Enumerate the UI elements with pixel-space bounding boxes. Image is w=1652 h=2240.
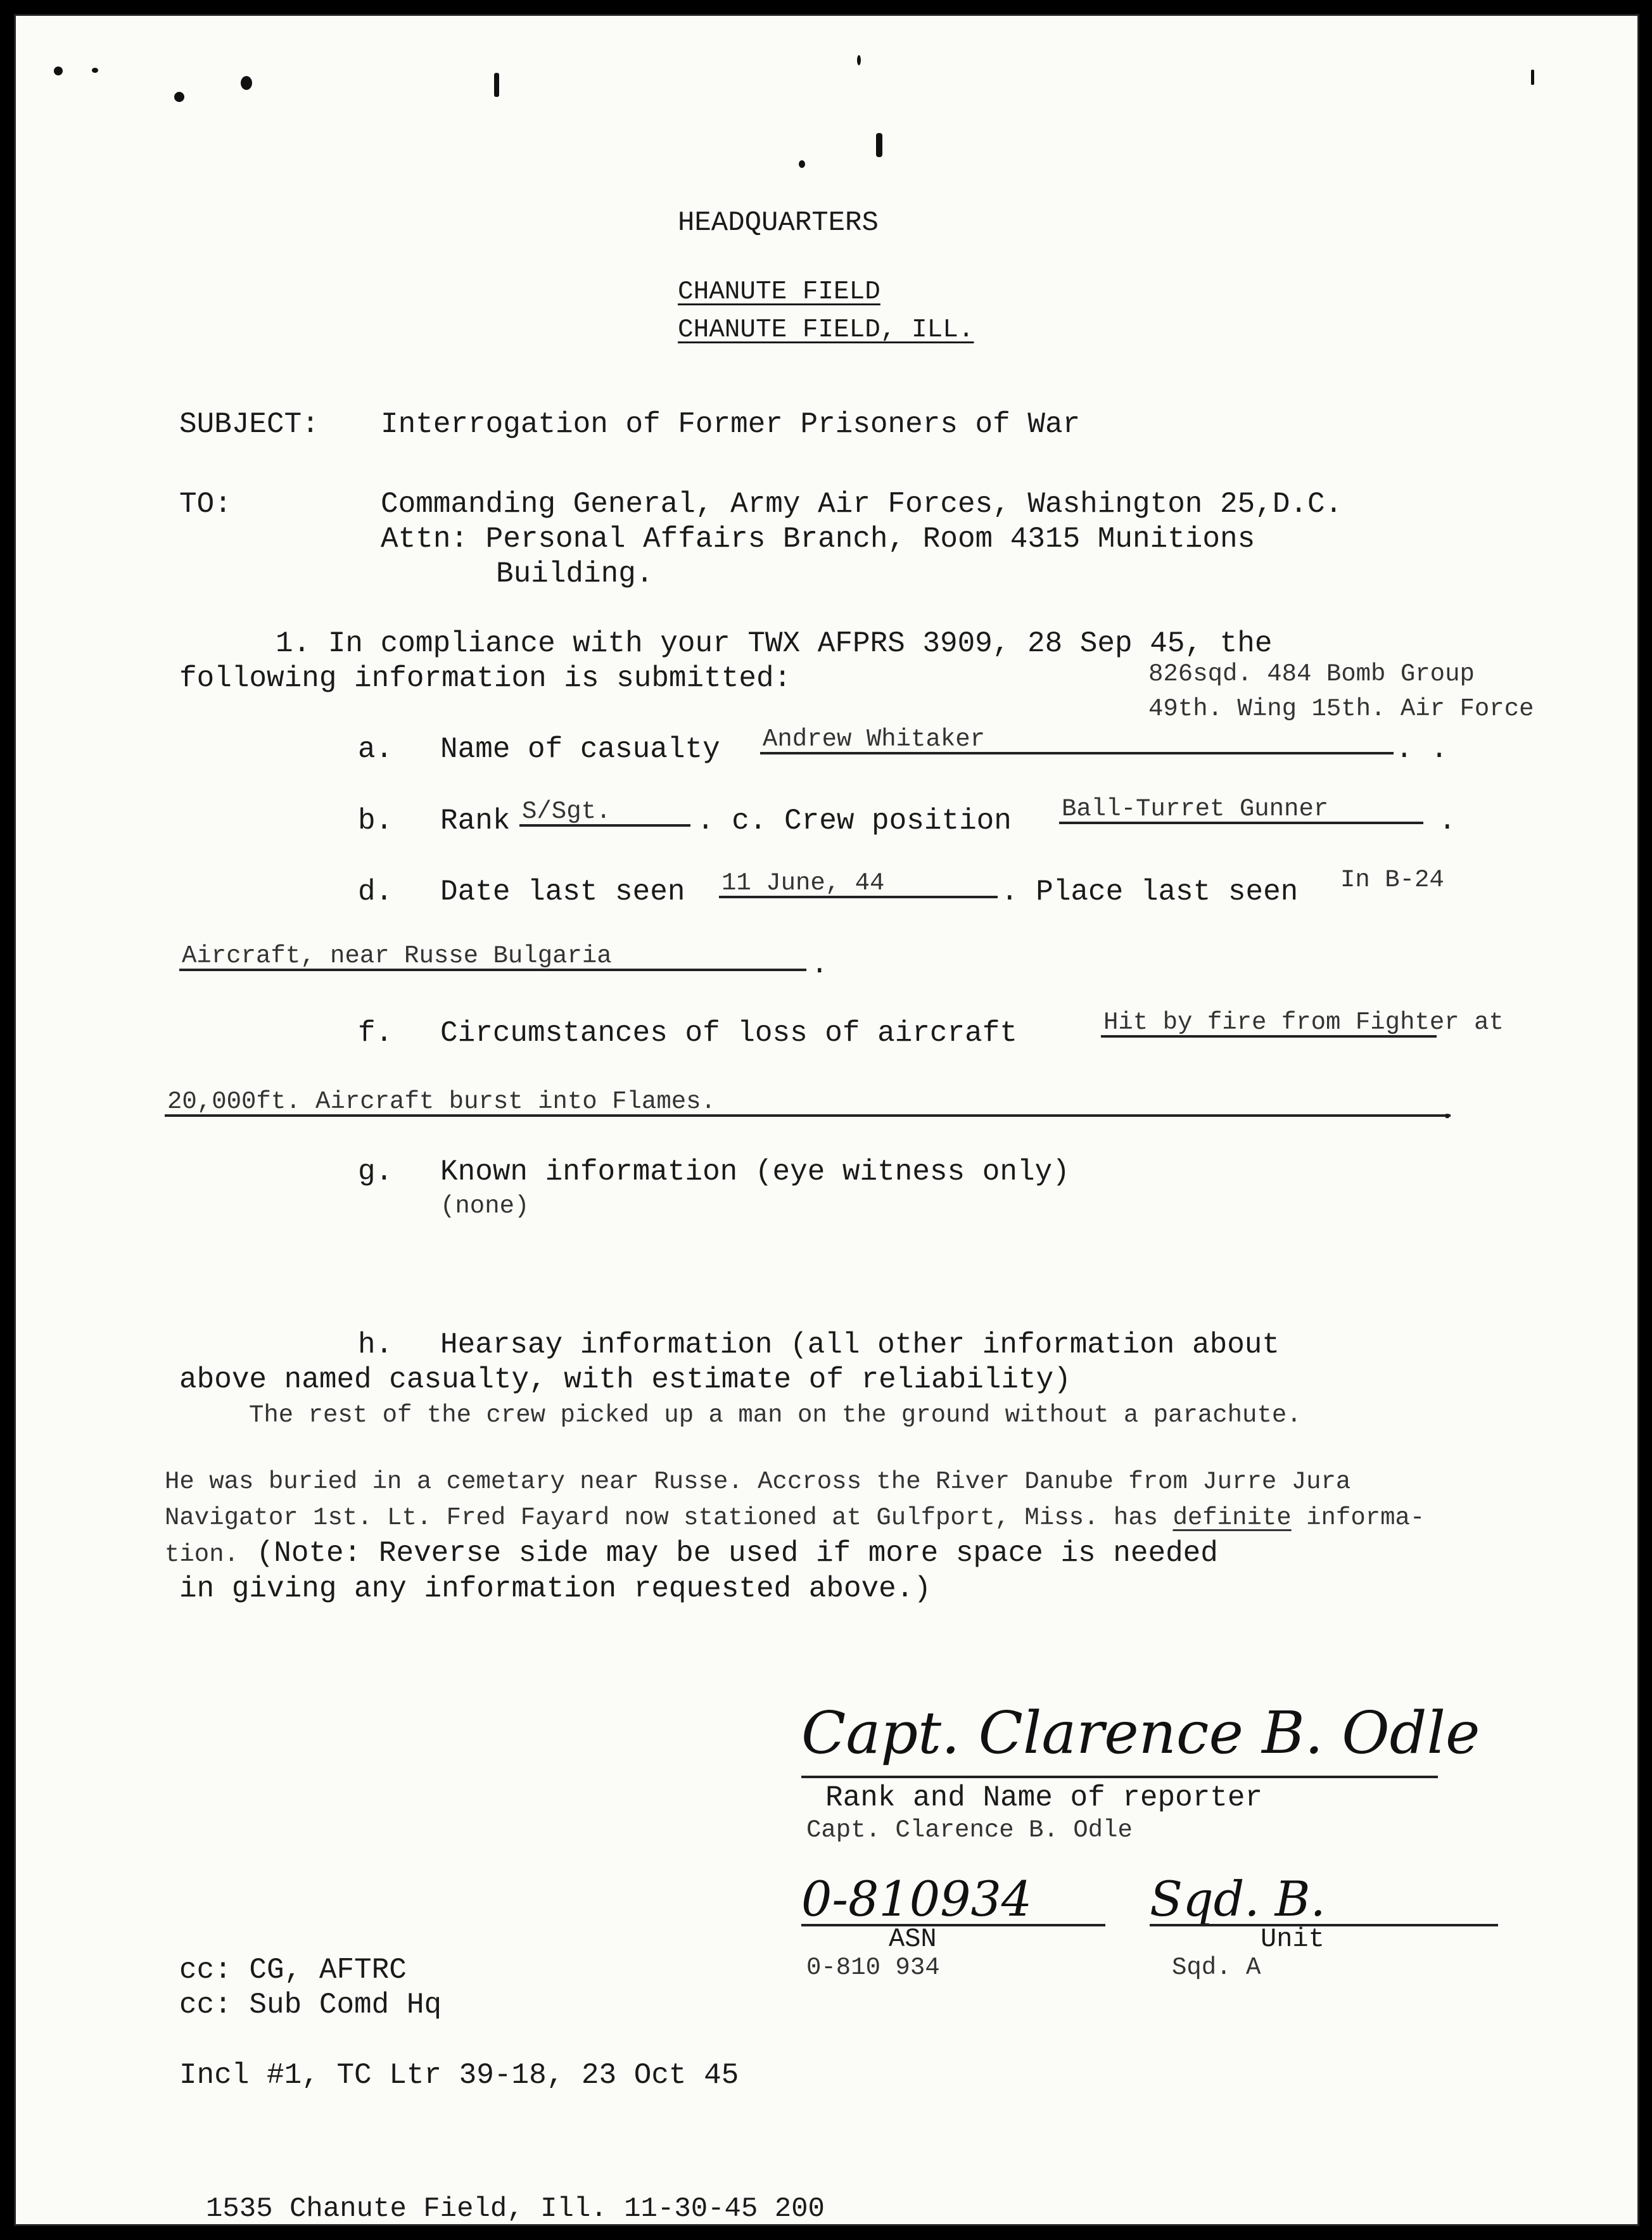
cc-line1: cc: CG, AFTRC [179,1954,407,1987]
item-e-text: . Place last seen [1001,875,1299,908]
asn-line [801,1924,1105,1926]
item-f-end: . [1439,1094,1456,1127]
unit-value: Sqd. A [1172,1954,1261,1982]
header-org: HEADQUARTERS [678,207,879,239]
scan-speck [92,68,98,73]
cc-line2: cc: Sub Comd Hq [179,1989,442,2021]
para1-line1: 1. In compliance with your TWX AFPRS 3909, 28 Sep 45, the [276,627,1273,660]
reverse-side-note-1: (Note: Reverse side may be used if more space is needed [239,1537,1218,1570]
enclosure-line: Incl #1, TC Ltr 39-18, 23 Oct 45 [179,2059,739,2092]
rank-name-value: Capt. Clarence B. Odle [806,1816,1133,1844]
item-c-text: . c. Crew position [697,805,1012,837]
to-line3: Building. [496,557,654,590]
item-d-text: Date last seen [440,875,685,908]
rank-name-label: Rank and Name of reporter [825,1781,1263,1814]
item-f-label: f. [358,1017,393,1050]
hearsay-line4 [165,1539,1218,1568]
hearsay-definite: definite [1172,1504,1292,1532]
scan-speck [494,73,499,97]
item-a-end: . . [1395,733,1448,766]
document-page [14,14,1639,2226]
reverse-side-note-2: in giving any information requested above.) [179,1572,931,1605]
para1-line2: following information is submitted: [179,662,792,695]
loss-circumstances-continued: 20,000ft. Aircraft burst into Flames. [165,1086,1451,1117]
item-a-text: Name of casualty [440,733,720,766]
subject-value: Interrogation of Former Prisoners of War [381,408,1081,441]
scan-speck [857,55,861,65]
scan-speck [1531,70,1534,85]
unit-line2: 49th. Wing 15th. Air Force [1148,695,1534,723]
to-label: TO: [179,488,232,521]
signature-line [801,1776,1438,1778]
item-g-text: Known information (eye witness only) [440,1155,1070,1188]
asn-label: ASN [889,1924,937,1954]
item-b-label: b. [358,805,393,837]
to-line1: Commanding General, Army Air Forces, Washington 25,D.C. [381,488,1343,521]
crew-position-field: Ball-Turret Gunner [1059,794,1423,824]
item-h-text1: Hearsay information (all other information about [440,1328,1280,1361]
hearsay-line3-a: Navigator 1st. Lt. Fred Fayard now stationed at Gulfport, Miss. has [165,1504,1173,1532]
hearsay-line2: He was buried in a cemetary near Russe. Accross the River Danube from Jurre Jura [165,1468,1351,1496]
item-d-label: d. [358,875,393,908]
scan-speck [876,133,882,157]
item-h-text2: above named casualty, with estimate of reliability) [179,1363,1071,1396]
asn-value: 0-810 934 [806,1954,940,1982]
scan-speck [799,160,805,168]
reporter-signature: Capt. Clarence B. Odle [801,1699,1480,1767]
subject-label: SUBJECT: [179,408,319,441]
scan-speck [54,67,63,75]
to-line2: Attn: Personal Affairs Branch, Room 4315 Munitions [381,523,1255,556]
item-b-text: Rank [440,805,511,837]
unit-handwritten: Sqd. B. [1150,1871,1326,1927]
date-last-seen-field: 11 June, 44 [719,868,998,898]
header-station: CHANUTE FIELD [678,277,880,307]
scan-speck [174,92,184,102]
place-last-seen-continued: Aircraft, near Russe Bulgaria [179,941,806,971]
hearsay-line1: The rest of the crew picked up a man on the ground without a parachute. [249,1401,1302,1429]
item-e-end: . [811,948,829,981]
known-info-value: (none) [440,1192,530,1220]
hearsay-line3 [165,1506,1425,1530]
form-footer: 1535 Chanute Field, Ill. 11-30-45 200 [206,2193,825,2225]
loss-circumstances-field: Hit by fire from Fighter at [1101,1007,1437,1038]
place-last-seen-field: In B-24 [1340,866,1444,894]
item-f-text: Circumstances of loss of aircraft [440,1017,1017,1050]
rank-field: S/Sgt. [519,796,690,827]
hearsay-line4-a: tion. [165,1541,239,1569]
item-h-label: h. [358,1328,393,1361]
asn-handwritten: 0-810934 [801,1871,1032,1927]
hearsay-line3-c: informa- [1291,1504,1425,1532]
unit-label: Unit [1261,1924,1325,1954]
item-a-label: a. [358,733,393,766]
casualty-name-field: Andrew Whitaker [760,724,1394,754]
item-g-label: g. [358,1155,393,1188]
unit-line1: 826sqd. 484 Bomb Group [1148,660,1475,688]
header-station-location: CHANUTE FIELD, ILL. [678,315,974,345]
scan-speck [241,76,252,90]
item-c-end: . [1439,805,1456,837]
